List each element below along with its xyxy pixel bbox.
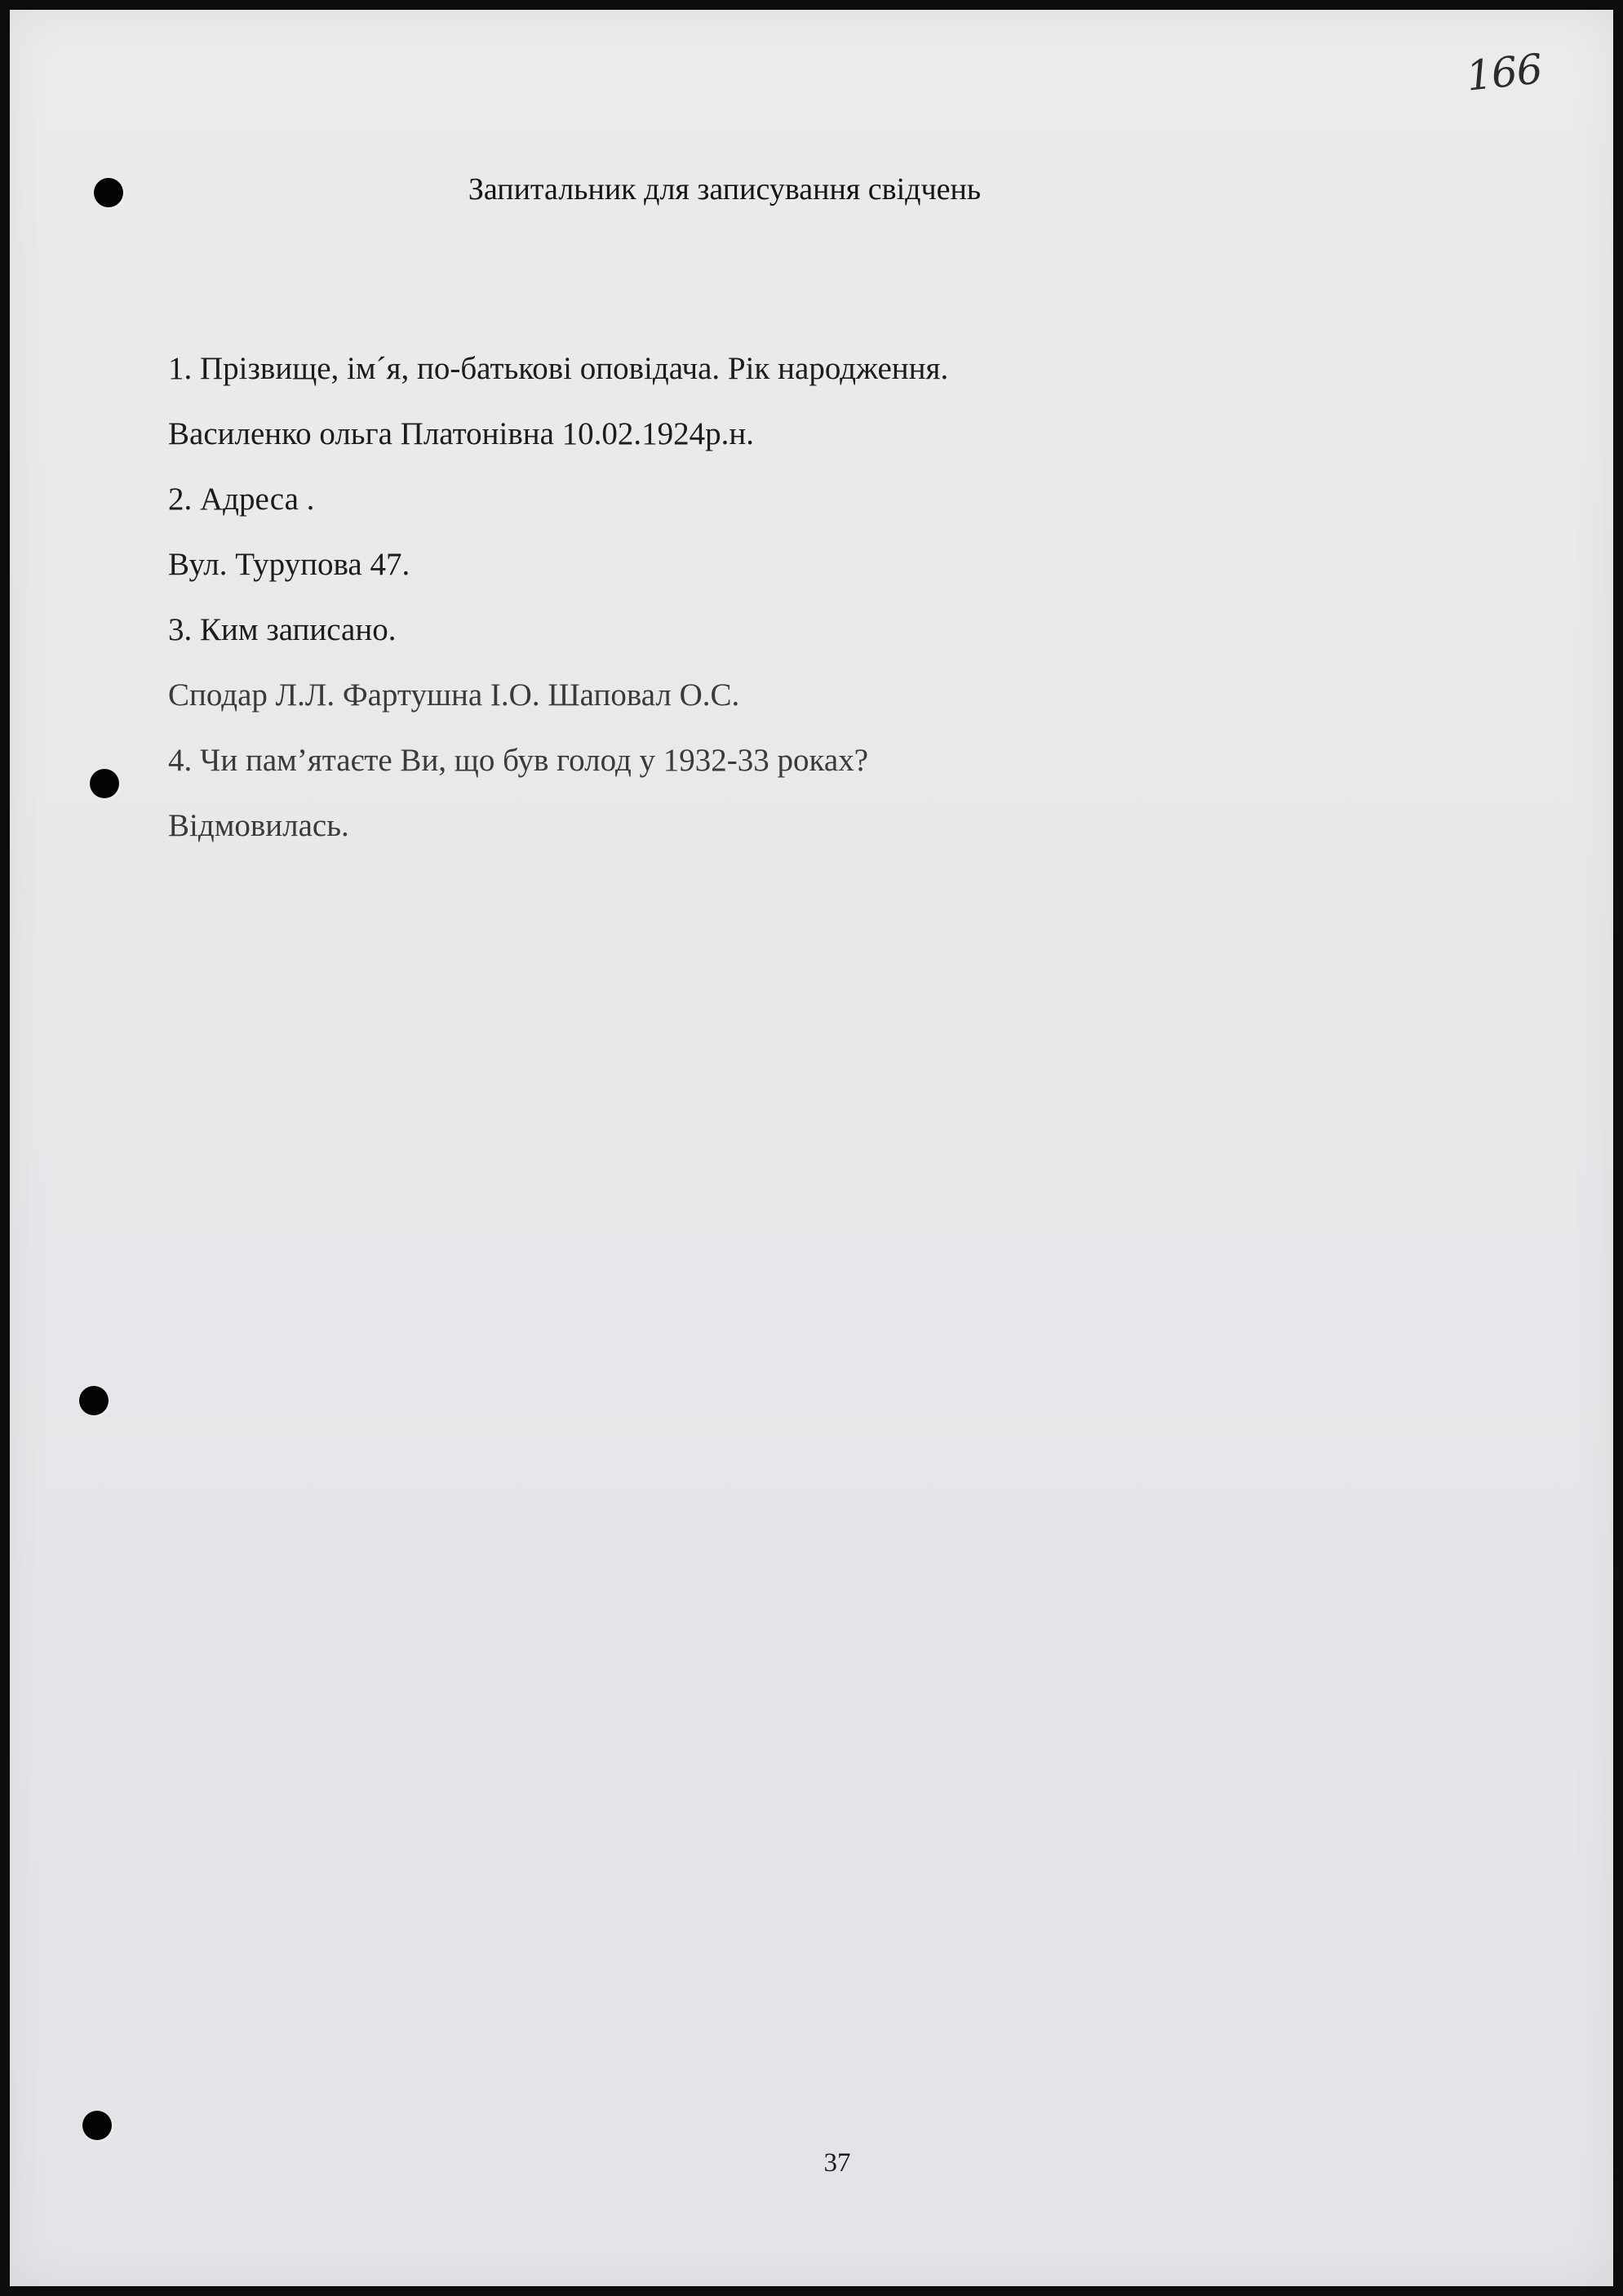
questionnaire-body [168,346,1474,868]
punch-hole-4 [82,2111,112,2140]
answer-1-text: Василенко ольга Платонівна 10.02.1924р.н. [168,416,755,451]
question-1-text: 1. Прізвище, ім´я, по-батькові оповідача. Рік народження. [168,351,949,386]
document-title: Запитальник для записування свідчень [468,172,982,207]
page-number: 37 [823,2148,851,2178]
question-2-text: 2. Адреса . [168,482,315,517]
document-page [10,10,1613,2286]
handwritten-folio-number: 166 [1463,45,1544,100]
question-4-text: 4. Чи пам’ятаєте Ви, що був голод у 1932-33 роках? [168,743,869,778]
answer-3-text: Сподар Л.Л. Фартушна І.О. Шаповал О.С. [168,677,740,713]
punch-hole-3 [79,1386,109,1415]
answer-4-text: Відмовилась. [168,808,349,843]
question-3-text: 3. Ким записано. [168,612,397,647]
answer-2-text: Вул. Турупова 47. [168,547,410,582]
punch-hole-2 [90,769,119,798]
